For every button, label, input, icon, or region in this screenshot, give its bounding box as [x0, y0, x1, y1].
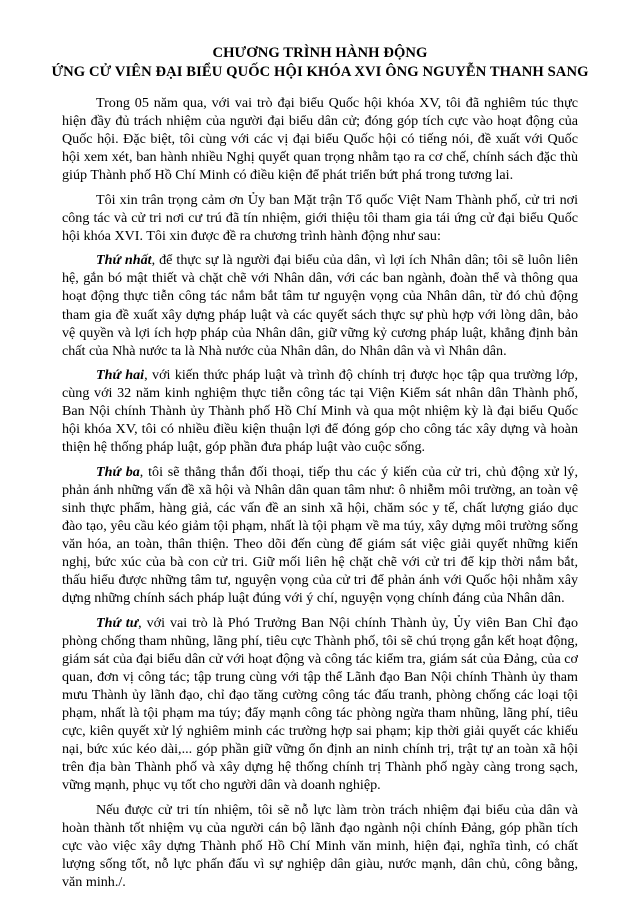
paragraph [62, 614, 578, 794]
paragraph [62, 801, 578, 891]
title-line-secondary: ỨNG CỬ VIÊN ĐẠI BIỂU QUỐC HỘI KHÓA XVI ÔNG NGUYỄN THANH SANG [51, 64, 589, 80]
paragraph-lead: Thứ ba [96, 463, 140, 480]
paragraph-text: , với kiến thức pháp luật và trình độ chính trị được học tập qua trường lớp, cùng với 32 năm kinh nghiệm thực tiễn công tác tại Viện Kiểm sát nhân dân Thành phố, Ban Nội chính Thành ủy Thành phố Hồ Chí Minh và qua một nhiệm kỳ là đại biểu Quốc hội khóa XV, tôi có nhiều điều kiện thuận lợi để đóng góp cho công tác xây dựng và hoàn thiện hệ thống pháp luật, góp phần đưa pháp luật vào cuộc sống. [62, 367, 578, 456]
paragraph [62, 463, 578, 607]
paragraph-text: Trong 05 năm qua, với vai trò đại biểu Quốc hội khóa XV, tôi đã nghiêm túc thực hiện đầy đủ trách nhiệm của người đại biểu dân cử; đóng góp tích cực vào hoạt động của Quốc hội. Đặc biệt, tôi cùng với các vị đại biểu Quốc hội có tiếng nói, đề xuất với Quốc hội xem xét, ban hành nhiều Nghị quyết quan trọng nhằm tạo ra cơ chế, chính sách đặc thù giúp Thành phố Hồ Chí Minh có điều kiện để phát triển bứt phá trong tương lai. [62, 95, 578, 184]
paragraph-text: , với vai trò là Phó Trưởng Ban Nội chính Thành ủy, Ủy viên Ban Chỉ đạo phòng chống tham nhũng, lãng phí, tiêu cực Thành phố, tôi sẽ chú trọng gắn kết hoạt động, giám sát của đại biểu dân cử với hoạt động và công tác kiểm tra, giám sát của Đảng, của cơ quan, đơn vị công tác; tập trung cùng với tập thể Lãnh đạo Ban Nội chính Thành ủy tham mưu Thành ủy lãnh đạo, chỉ đạo tăng cường công tác đấu tranh, phòng chống các loại tội phạm, nhất là tội phạm ma túy; đẩy mạnh công tác phòng ngừa tham nhũng, lãng phí, tiêu cực, kiên quyết xử lý nghiêm minh các trường hợp sai phạm; kịp thời giải quyết các khiếu nại, bức xúc kéo dài,... góp phần giữ vững ổn định an ninh chính trị, trật tự an toàn xã hội trên địa bàn Thành phố và xây dựng hệ thống chính trị Thành phố ngày càng trong sạch, vững mạnh, phục vụ tốt cho người dân và doanh nghiệp. [62, 614, 578, 794]
paragraph-text: , để thực sự là người đại biểu của dân, vì lợi ích Nhân dân; tôi sẽ luôn liên hệ, gắn bó mật thiết và chặt chẽ với Nhân dân, với các ban ngành, đoàn thể và thông qua hoạt động thực tiễn công tác nắm bắt tâm tư nguyện vọng của Nhân dân, từ đó chủ động tham gia đề xuất xây dựng pháp luật và các quyết sách thực sự phù hợp với lòng dân, bảo vệ quyền và lợi ích hợp pháp của Nhân dân, giữ vững kỷ cương pháp luật, khẳng định bản chất của Nhà nước ta là Nhà nước của Nhân dân, do Nhân dân và vì Nhân dân. [62, 252, 578, 359]
paragraph [62, 94, 578, 184]
paragraph-text: Nếu được cử tri tín nhiệm, tôi sẽ nỗ lực làm tròn trách nhiệm đại biểu của dân và hoàn thành tốt nhiệm vụ của người cán bộ lãnh đạo ngành nội chính Đảng, góp phần tích cực vào việc xây dựng Thành phố Hồ Chí Minh văn minh, hiện đại, nghĩa tình, có chất lượng sống tốt, nỗ lực phấn đấu vì sự nghiệp dân giàu, nước mạnh, dân chủ, công bằng, văn minh./. [62, 801, 578, 890]
paragraph-text: , tôi sẽ thẳng thắn đối thoại, tiếp thu các ý kiến của cử tri, chủ động xử lý, phản ánh những vấn đề xã hội và Nhân dân quan tâm như: ô nhiễm môi trường, an toàn vệ sinh thực phẩm, hàng giả, các vấn đề an sinh xã hội, chăm sóc y tế, chất lượng giáo dục đào tạo, yêu cầu kéo giảm tội phạm, nhất là tội phạm về ma túy, xây dựng môi trường sống văn hóa, an toàn, thân thiện. Theo dõi đến cùng để giám sát việc giải quyết những kiến nghị, bức xúc của bà con cử tri. Giữ mối liên hệ chặt chẽ với cử tri để kịp thời nắm bắt, thấu hiểu được những tâm tư, nguyện vọng của cử tri để phản ánh với Quốc hội nhằm xây dựng những chính sách pháp luật đúng với ý chí, nguyện vọng chính đáng của Nhân dân. [62, 463, 578, 607]
paragraph [62, 251, 578, 359]
paragraph [62, 191, 578, 245]
paragraph-text: Tôi xin trân trọng cảm ơn Ủy ban Mặt trận Tổ quốc Việt Nam Thành phố, cử tri nơi công tác và cử tri nơi cư trú đã tín nhiệm, giới thiệu tôi tham gia tái ứng cử đại biểu Quốc hội khóa XVI. Tôi xin được đề ra chương trình hành động như sau: [62, 191, 578, 244]
paragraph-lead: Thứ hai [96, 367, 145, 384]
paragraph-lead: Thứ tư [96, 614, 139, 631]
paragraph-lead: Thứ nhất [96, 252, 152, 269]
document-title [0, 0, 640, 82]
title-line-primary: CHƯƠNG TRÌNH HÀNH ĐỘNG [212, 45, 428, 61]
document-body [62, 82, 578, 891]
paragraph [62, 366, 578, 456]
